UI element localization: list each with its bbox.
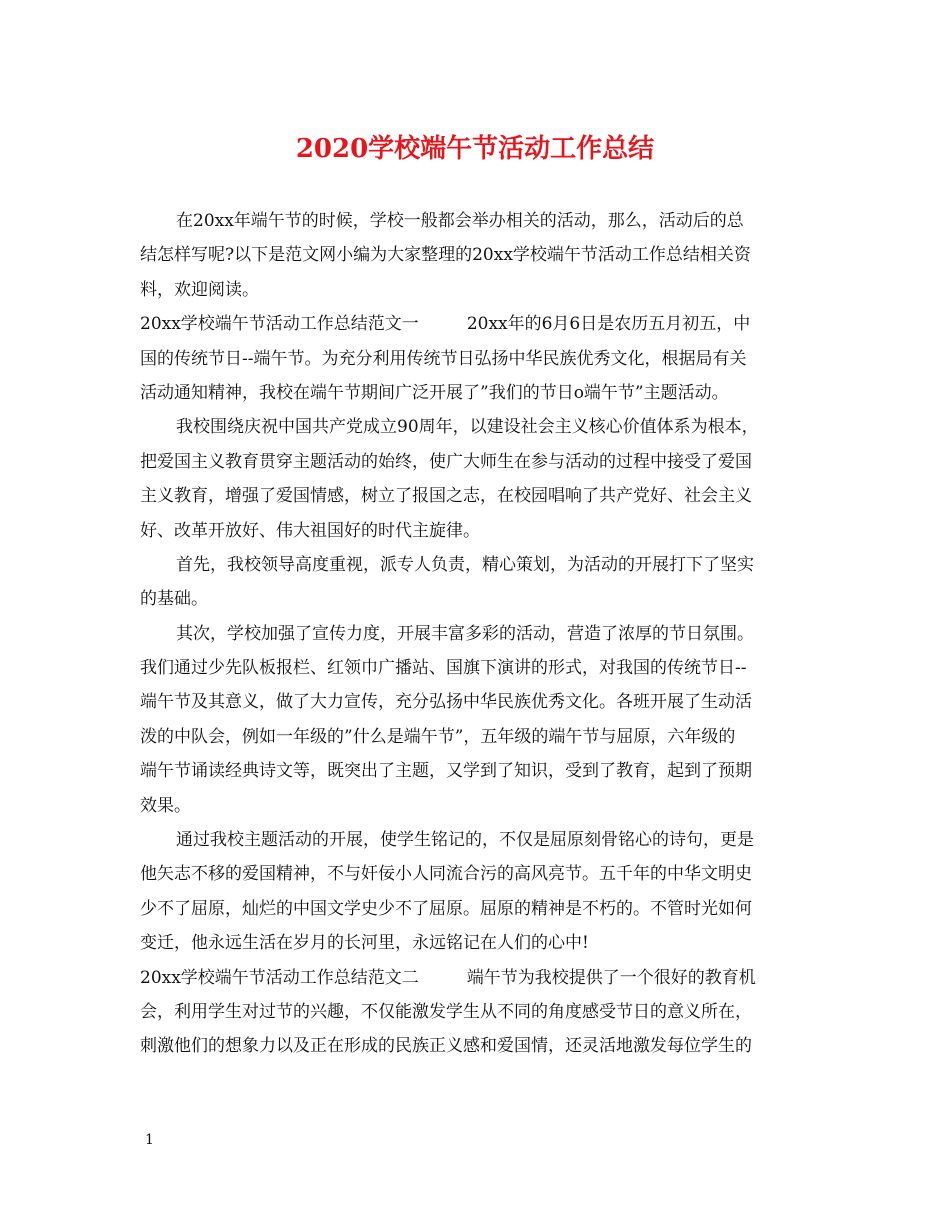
text-line: 首先，我校领导高度重视，派专人负责，精心策划，为活动的开展打下了坚实	[176, 554, 754, 575]
text-line: 端午节及其意义，做了大力宣传，充分弘扬中华民族优秀文化。各班开展了生动活	[140, 692, 752, 713]
text-line-with-heading	[140, 961, 812, 995]
document-title: 2020学校端午节活动工作总结	[295, 134, 655, 164]
text-segment: 20xx年的6月6日是农历五月初五，中	[466, 314, 751, 335]
text-line: 把爱国主义教育贯穿主题活动的始终，使广大师生在参与活动的过程中接受了爱国	[140, 451, 752, 472]
text-line: 会，利用学生对过节的兴趣，不仅能激发学生从不同的角度感受节日的意义所在，	[140, 1001, 752, 1022]
text-line-with-heading	[140, 307, 812, 341]
text-line: 刺激他们的想象力以及正在形成的民族正义感和爱国情，还灵活地激发每位学生的	[140, 1036, 752, 1057]
section-heading-2: 20xx学校端午节活动工作总结范文二	[140, 967, 419, 988]
text-line: 好、改革开放好、伟大祖国好的时代主旋律。	[140, 520, 480, 541]
text-line: 变迁，他永远生活在岁月的长河里，永远铭记在人们的心中!	[140, 933, 589, 954]
text-line: 料，欢迎阅读。	[140, 279, 259, 300]
section-heading-1: 20xx学校端午节活动工作总结范文一	[140, 314, 419, 335]
text-line: 少不了屈原，灿烂的中国文学史少不了屈原。屈原的精神是不朽的。不管时光如何	[140, 898, 752, 919]
document-body	[140, 204, 812, 1064]
text-line: 我们通过少先队板报栏、红领巾广播站、国旗下演讲的形式，对我国的传统节日--	[140, 658, 747, 679]
text-line: 国的传统节日--端午节。为充分利用传统节日弘扬中华民族优秀文化，根据局有关	[140, 348, 747, 369]
text-line: 我校围绕庆祝中国共产党成立90周年，以建设社会主义核心价值体系为根本，	[176, 417, 759, 438]
text-line: 效果。	[140, 795, 191, 816]
text-line: 在20xx年端午节的时候，学校一般都会举办相关的活动，那么，活动后的总	[176, 211, 744, 231]
text-line: 结怎样写呢?以下是范文网小编为大家整理的20xx学校端午节活动工作总结相关资	[140, 245, 751, 266]
text-line: 活动通知精神，我校在端午节期间广泛开展了”我们的节日o端午节”主题活动。	[140, 382, 729, 403]
text-line: 他矢志不移的爱国精神，不与奸佞小人同流合污的高风亮节。五千年的中华文明史	[140, 864, 752, 885]
text-line: 泼的中队会，例如一年级的”什么是端午节”，五年级的端午节与屈原，六年级的	[140, 726, 736, 747]
text-line: 的基础。	[140, 589, 208, 610]
text-line: 其次，学校加强了宣传力度，开展丰富多彩的活动，营造了浓厚的节日氛围。	[176, 623, 754, 644]
page-number: 1	[145, 1132, 154, 1148]
text-line: 端午节诵读经典诗文等，既突出了主题，又学到了知识，受到了教育，起到了预期	[140, 761, 752, 782]
text-line: 主义教育，增强了爱国情感，树立了报国之志，在校园唱响了共产党好、社会主义	[140, 486, 752, 507]
text-segment: 端午节为我校提供了一个很好的教育机	[466, 967, 756, 988]
text-line: 通过我校主题活动的开展，使学生铭记的，不仅是屈原刻骨铭心的诗句，更是	[176, 830, 754, 851]
